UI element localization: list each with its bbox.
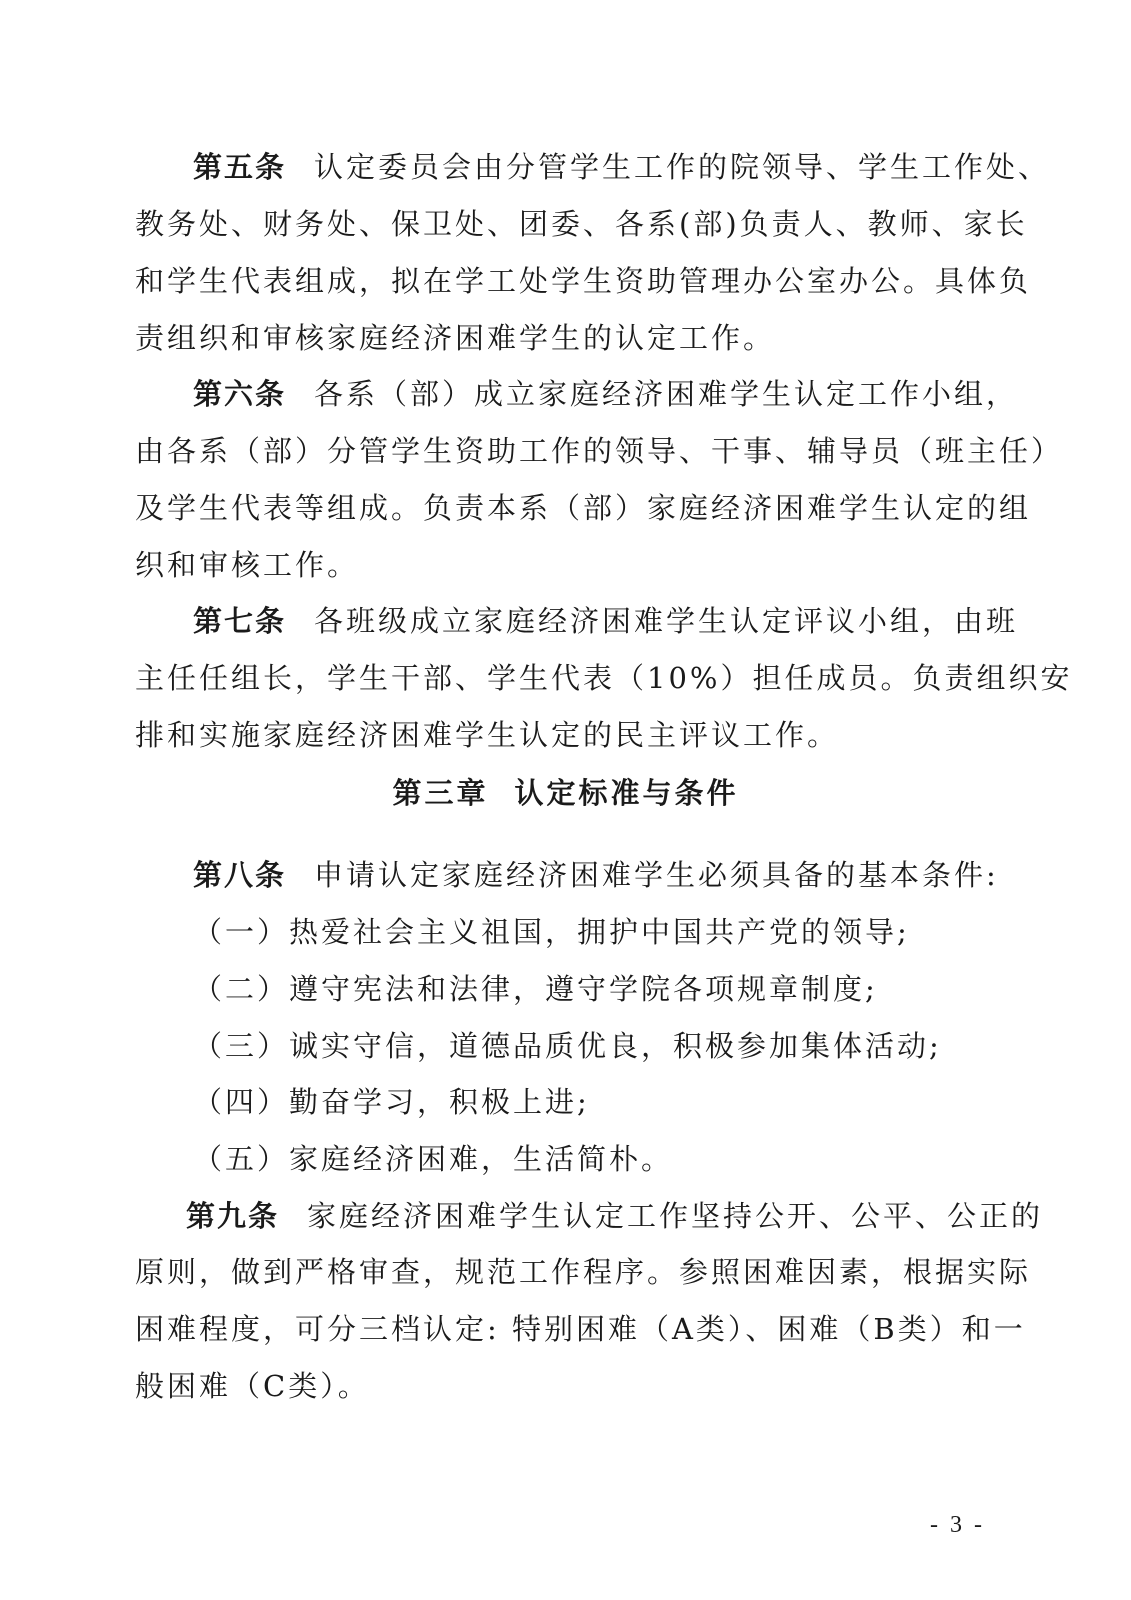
article-7-line: 排和实施家庭经济困难学生认定的民主评议工作。 [135, 718, 840, 752]
article-8-first-line [0, 855, 1131, 895]
condition-item: （二）遵守宪法和法律，遵守学院各项规章制度; [193, 972, 878, 1006]
condition-item: （五）家庭经济困难，生活简朴。 [193, 1142, 674, 1176]
article-9-text: 家庭经济困难学生认定工作坚持公开、公平、公正的 [307, 1199, 1044, 1233]
article-9-line: 般困难（C类）。 [135, 1369, 370, 1403]
article-6-label: 第六条 [193, 377, 287, 411]
article-6-line: 由各系（部）分管学生资助工作的领导、干事、辅导员（班主任） [135, 434, 1064, 468]
condition-item: （四）勤奋学习，积极上进; [193, 1085, 590, 1119]
article-5-label: 第五条 [193, 150, 287, 184]
chapter-heading [0, 773, 1131, 813]
chapter-title: 认定标准与条件 [514, 776, 739, 810]
article-5-line: 和学生代表组成，拟在学工处学生资助管理办公室办公。具体负 [135, 264, 1032, 298]
condition-item: （三）诚实守信，道德品质优良，积极参加集体活动; [193, 1029, 942, 1063]
article-5-line: 教务处、财务处、保卫处、团委、各系(部)负责人、教师、家长 [135, 207, 1028, 241]
article-7-line: 主任任组长，学生干部、学生代表（10%）担任成员。负责组织安 [135, 661, 1073, 695]
article-9-line: 原则，做到严格审查，规范工作程序。参照困难因素，根据实际 [135, 1255, 1032, 1289]
article-8-label: 第八条 [193, 858, 287, 892]
article-5-first-line [0, 147, 1131, 187]
article-6-text: 各系（部）成立家庭经济困难学生认定工作小组， [314, 377, 1019, 411]
article-7-first-line [0, 601, 1131, 641]
article-9-line: 困难程度，可分三档认定: 特别困难（A类）、困难（B类）和一 [135, 1312, 1026, 1346]
page-number: - 3 - [930, 1512, 985, 1538]
article-9-first-line [0, 1196, 1131, 1236]
chapter-number: 第三章 [392, 776, 489, 810]
condition-item: （一）热爱社会主义祖国，拥护中国共产党的领导; [193, 915, 910, 949]
article-9-label: 第九条 [186, 1199, 280, 1233]
article-7-label: 第七条 [193, 604, 287, 638]
article-7-text: 各班级成立家庭经济困难学生认定评议小组，由班 [314, 604, 1019, 638]
article-6-line: 及学生代表等组成。负责本系（部）家庭经济困难学生认定的组 [135, 491, 1032, 525]
article-5-line: 责组织和审核家庭经济困难学生的认定工作。 [135, 321, 776, 355]
article-5-text: 认定委员会由分管学生工作的院领导、学生工作处、 [314, 150, 1051, 184]
article-6-first-line [0, 374, 1131, 414]
article-8-text: 申请认定家庭经济困难学生必须具备的基本条件: [314, 858, 999, 892]
article-6-line: 织和审核工作。 [135, 548, 360, 582]
